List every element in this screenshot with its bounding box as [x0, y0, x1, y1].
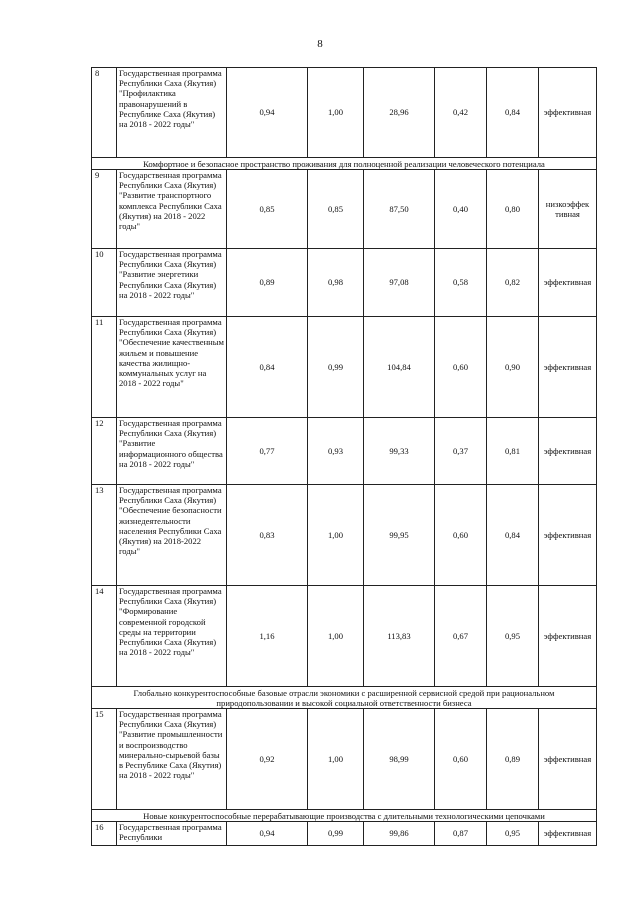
value-cell: 0,80 — [487, 170, 539, 249]
table-row — [92, 485, 597, 586]
value-cell: 0,42 — [435, 68, 487, 158]
row-number: 13 — [92, 485, 117, 586]
section-row — [92, 810, 597, 822]
value-cell: 0,83 — [227, 485, 308, 586]
value-cell: 0,94 — [227, 822, 308, 846]
value-cell: 113,83 — [364, 586, 435, 687]
efficiency-cell: эффективная — [539, 317, 597, 418]
row-number: 14 — [92, 586, 117, 687]
efficiency-cell: эффективная — [539, 249, 597, 317]
program-name: Государственная программа Республики Саха (Якутия) "Обеспечение безопасности жизнедеятельности населения Республики Саха (Якутия) на 2018-2022 годы" — [117, 485, 227, 586]
value-cell: 98,99 — [364, 709, 435, 810]
section-heading: Комфортное и безопасное пространство проживания для полноценной реализации человеческого потенциала — [92, 158, 597, 170]
program-name: Государственная программа Республики Саха (Якутия) "Развитие промышленности и воспроизводство минерально-сырьевой базы в Республике Саха (Якутия) на 2018 - 2022 годы" — [117, 709, 227, 810]
value-cell: 0,40 — [435, 170, 487, 249]
value-cell: 104,84 — [364, 317, 435, 418]
value-cell: 97,08 — [364, 249, 435, 317]
program-name: Государственная программа Республики Саха (Якутия) "Формирование современной городской среды на территории Республики Саха (Якутия) на 2018 - 2022 годы" — [117, 586, 227, 687]
row-number: 9 — [92, 170, 117, 249]
value-cell: 0,92 — [227, 709, 308, 810]
table-row — [92, 317, 597, 418]
value-cell: 0,81 — [487, 418, 539, 485]
value-cell: 0,67 — [435, 586, 487, 687]
value-cell: 28,96 — [364, 68, 435, 158]
value-cell: 0,37 — [435, 418, 487, 485]
program-name: Государственная программа Республики Саха (Якутия) "Развитие информационного общества на 2018 - 2022 годы" — [117, 418, 227, 485]
value-cell: 1,00 — [308, 485, 364, 586]
efficiency-cell: низкоэффек тивная — [539, 170, 597, 249]
table-row — [92, 822, 597, 846]
value-cell: 0,60 — [435, 709, 487, 810]
section-heading: Новые конкурентоспособные перерабатывающие производства с длительными технологическими цепочками — [92, 810, 597, 822]
table-row — [92, 709, 597, 810]
value-cell: 0,90 — [487, 317, 539, 418]
value-cell: 0,58 — [435, 249, 487, 317]
table-row — [92, 586, 597, 687]
value-cell: 0,60 — [435, 317, 487, 418]
value-cell: 0,87 — [435, 822, 487, 846]
page-number: 8 — [317, 38, 323, 50]
program-name: Государственная программа Республики — [117, 822, 227, 846]
table-row — [92, 68, 597, 158]
value-cell: 0,98 — [308, 249, 364, 317]
programs-table — [91, 67, 597, 846]
value-cell: 0,89 — [227, 249, 308, 317]
value-cell: 99,33 — [364, 418, 435, 485]
row-number: 12 — [92, 418, 117, 485]
row-number: 8 — [92, 68, 117, 158]
section-row — [92, 158, 597, 170]
table-row — [92, 170, 597, 249]
section-row — [92, 687, 597, 709]
value-cell: 0,94 — [227, 68, 308, 158]
row-number: 11 — [92, 317, 117, 418]
value-cell: 0,89 — [487, 709, 539, 810]
row-number: 16 — [92, 822, 117, 846]
efficiency-cell: эффективная — [539, 709, 597, 810]
value-cell: 0,95 — [487, 822, 539, 846]
value-cell: 0,84 — [227, 317, 308, 418]
efficiency-cell: эффективная — [539, 485, 597, 586]
value-cell: 0,84 — [487, 68, 539, 158]
value-cell: 0,60 — [435, 485, 487, 586]
value-cell: 99,86 — [364, 822, 435, 846]
value-cell: 1,00 — [308, 586, 364, 687]
value-cell: 0,82 — [487, 249, 539, 317]
value-cell: 0,99 — [308, 822, 364, 846]
value-cell: 0,77 — [227, 418, 308, 485]
efficiency-cell: эффективная — [539, 418, 597, 485]
value-cell: 1,00 — [308, 709, 364, 810]
program-name: Государственная программа Республики Саха (Якутия) "Профилактика правонарушений в Республике Саха (Якутия) на 2018 - 2022 годы" — [117, 68, 227, 158]
value-cell: 87,50 — [364, 170, 435, 249]
value-cell: 99,95 — [364, 485, 435, 586]
value-cell: 1,16 — [227, 586, 308, 687]
value-cell: 1,00 — [308, 68, 364, 158]
value-cell: 0,85 — [308, 170, 364, 249]
program-name: Государственная программа Республики Саха (Якутия) "Обеспечение качественным жильем и повышение качества жилищно-коммунальных услуг на 2018 - 2022 годы" — [117, 317, 227, 418]
program-name: Государственная программа Республики Саха (Якутия) "Развитие энергетики Республики Саха (Якутия) на 2018 - 2022 годы" — [117, 249, 227, 317]
value-cell: 0,85 — [227, 170, 308, 249]
row-number: 10 — [92, 249, 117, 317]
row-number: 15 — [92, 709, 117, 810]
value-cell: 0,99 — [308, 317, 364, 418]
section-heading: Глобально конкурентоспособные базовые отрасли экономики с расширенной сервисной средой при рациональном природопользовании и высокой социальной ответственности бизнеса — [92, 687, 597, 709]
efficiency-cell: эффективная — [539, 68, 597, 158]
efficiency-cell: эффективная — [539, 586, 597, 687]
table-row — [92, 418, 597, 485]
efficiency-cell: эффективная — [539, 822, 597, 846]
value-cell: 0,93 — [308, 418, 364, 485]
table-row — [92, 249, 597, 317]
program-name: Государственная программа Республики Саха (Якутия) "Развитие транспортного комплекса Республики Саха (Якутия) на 2018 - 2022 годы" — [117, 170, 227, 249]
value-cell: 0,95 — [487, 586, 539, 687]
value-cell: 0,84 — [487, 485, 539, 586]
